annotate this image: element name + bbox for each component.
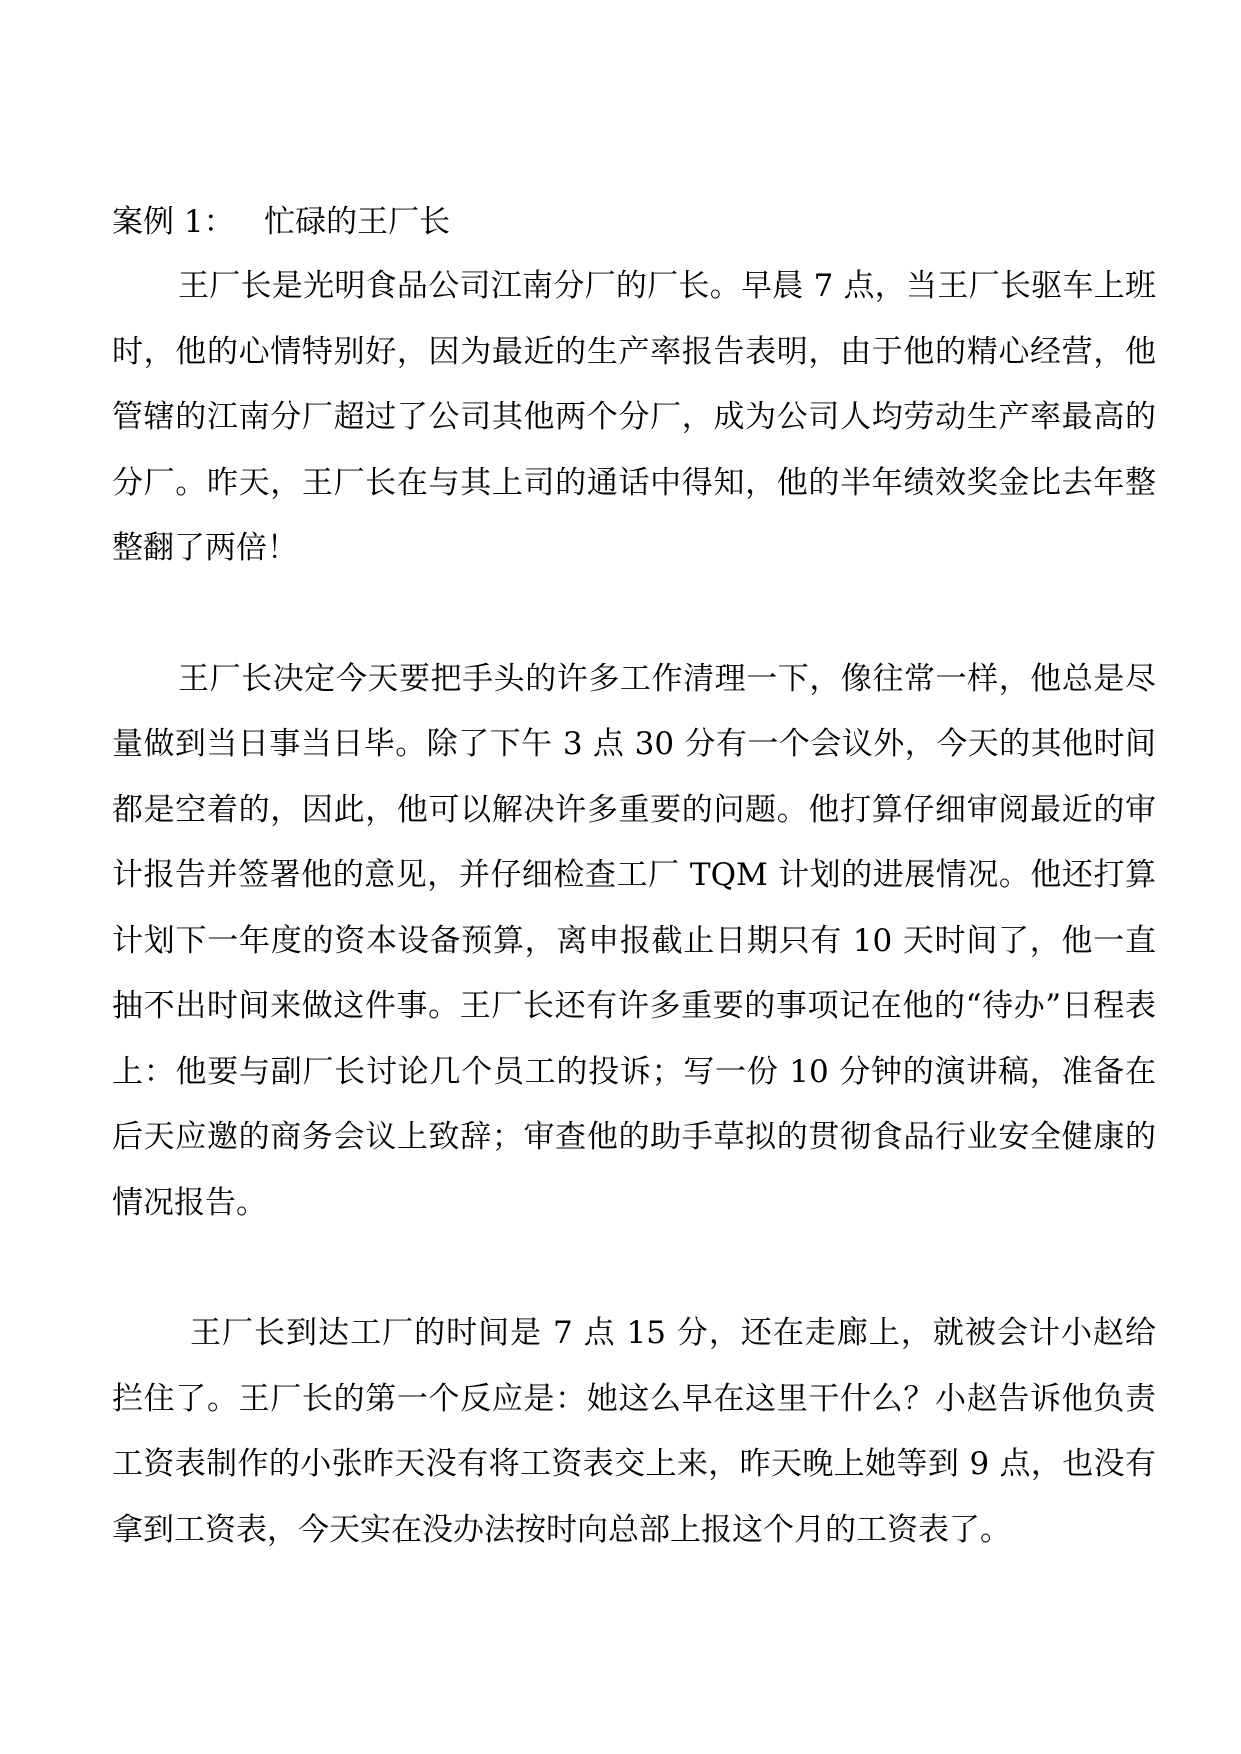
paragraph-spacer [112, 1236, 1156, 1301]
document-page [112, 190, 1156, 1563]
paragraph-1: 王厂长是光明食品公司江南分厂的厂长。早晨 7 点，当王厂长驱车上班时，他的心情特别好，因为最近的生产率报告表明，由于他的精心经营，他管辖的江南分厂超过了公司其他两个分厂，成为公司人均劳动生产率最高的分厂。昨天，王厂长在与其上司的通话中得知，他的半年绩效奖金比去年整整翻了两倍！ [112, 268, 1156, 566]
paragraph-2: 王厂长决定今天要把手头的许多工作清理一下，像往常一样，他总是尽量做到当日事当日毕。除了下午 3 点 30 分有一个会议外，今天的其他时间都是空着的，因此，他可以解决许多重要的问题。他打算仔细审阅最近的审计报告并签署他的意见，并仔细检查工厂 TQM 计划的进展情况。他还打算计划下一年度的资本设备预算，离申报截止日期只有 10 天时间了，他一直抽不出时间来做这件事。王厂长还有许多重要的事项记在他的“待办”日程表上：他要与副厂长讨论几个员工的投诉；写一份 10 分钟的演讲稿，准备在后天应邀的商务会议上致辞；审查他的助手草拟的贯彻食品行业安全健康的情况报告。 [112, 660, 1156, 1221]
paragraph-spacer [112, 582, 1156, 647]
paragraph-3: 王厂长到达工厂的时间是 7 点 15 分，还在走廊上，就被会计小赵给拦住了。王厂长的第一个反应是：她这么早在这里干什么？小赵告诉他负责工资表制作的小张昨天没有将工资表交上来，昨天晚上她等到 9 点，也没有拿到工资表，今天实在没办法按时向总部上报这个月的工资表了。 [112, 1315, 1156, 1548]
case-title: 案例 1： 忙碌的王厂长 [112, 204, 451, 240]
